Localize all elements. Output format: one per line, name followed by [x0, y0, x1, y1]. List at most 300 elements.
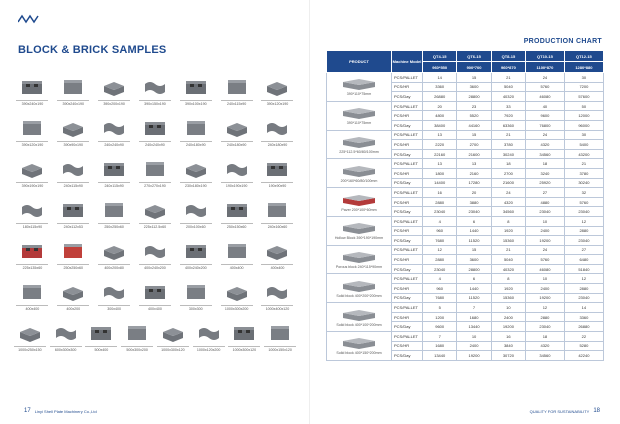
- sample-size-label: 500x400: [85, 346, 117, 352]
- unit-cell: PCS/Day: [392, 322, 423, 332]
- brick-image-icon: [60, 78, 86, 98]
- machine-header: Machine Model: [392, 51, 423, 73]
- table-row: [327, 216, 604, 226]
- brick-image-icon: [60, 119, 86, 139]
- brick-image-icon: [224, 160, 250, 180]
- value-cell: 18: [526, 159, 565, 169]
- brick-image-icon: [19, 160, 45, 180]
- brick-sample: [53, 152, 94, 188]
- unit-cell: PCS/Day: [392, 264, 423, 274]
- brick-sample: [135, 70, 176, 106]
- product-name: Paver 200*100*60mm: [341, 207, 377, 212]
- sample-row: [12, 111, 298, 147]
- sample-size-label: 240x115x90: [98, 182, 130, 188]
- sample-size-label: 250x250x60: [98, 223, 130, 229]
- right-footer: [530, 408, 600, 414]
- brick-sample: [12, 70, 53, 106]
- value-cell: 4880: [526, 197, 565, 207]
- product-image-icon: [339, 250, 379, 264]
- value-cell: 2700: [457, 140, 491, 150]
- sample-size-label: 390x200x190: [98, 100, 130, 106]
- brick-image-icon: [224, 201, 250, 221]
- value-cell: 5760: [526, 255, 565, 265]
- unit-cell: PCS/HR: [392, 341, 423, 351]
- unit-cell: PCS/Day: [392, 236, 423, 246]
- product-image-icon: [339, 135, 379, 149]
- brick-sample: [94, 111, 135, 147]
- value-cell: 13: [423, 130, 457, 140]
- unit-cell: PCS/HR: [392, 140, 423, 150]
- sample-row: [12, 193, 298, 229]
- value-cell: 6480: [564, 255, 603, 265]
- value-cell: 2880: [423, 255, 457, 265]
- value-cell: 19200: [526, 293, 565, 303]
- value-cell: 63360: [491, 120, 525, 130]
- sample-row: [12, 152, 298, 188]
- brick-sample: [12, 234, 53, 270]
- unit-cell: PCS/PALLET: [392, 101, 423, 111]
- value-cell: 34560: [491, 207, 525, 217]
- table-row: [327, 130, 604, 140]
- brick-image-icon: [231, 324, 257, 344]
- value-cell: 38400: [423, 120, 457, 130]
- sample-row: [12, 275, 298, 311]
- value-cell: 23040: [526, 322, 565, 332]
- brick-image-icon: [19, 242, 45, 262]
- value-cell: 12000: [564, 111, 603, 121]
- brick-image-icon: [101, 78, 127, 98]
- value-cell: 7920: [491, 111, 525, 121]
- value-cell: 13440: [423, 351, 457, 361]
- brick-sample: [257, 152, 298, 188]
- sample-row: [12, 234, 298, 270]
- sample-size-label: 390x90x190: [57, 141, 89, 147]
- sample-row: [12, 70, 298, 106]
- sample-size-label: 390x120x190: [16, 141, 48, 147]
- sample-size-label: 250x250x60: [57, 264, 89, 270]
- value-cell: 5040: [491, 255, 525, 265]
- model-header: QT8-15: [491, 51, 525, 62]
- brick-sample: [135, 234, 176, 270]
- value-cell: 19200: [526, 236, 565, 246]
- value-cell: 8: [491, 274, 525, 284]
- sample-size-label: 300x300: [180, 305, 212, 311]
- value-cell: 3600: [457, 255, 491, 265]
- brick-sample: [135, 275, 176, 311]
- value-cell: 10: [457, 332, 491, 342]
- unit-cell: PCS/Day: [392, 178, 423, 188]
- value-cell: 15: [457, 73, 491, 83]
- brick-sample: [191, 316, 227, 352]
- brick-sample: [94, 70, 135, 106]
- sample-size-label: 190x90x90: [261, 182, 293, 188]
- unit-cell: PCS/PALLET: [392, 216, 423, 226]
- table-row: [327, 188, 604, 198]
- value-cell: 21: [491, 73, 525, 83]
- sample-size-label: 240x160x60: [261, 223, 293, 229]
- table-row: [327, 303, 604, 313]
- value-cell: 42240: [564, 351, 603, 361]
- value-cell: 6: [457, 274, 491, 284]
- table-row: [327, 332, 604, 342]
- value-cell: 27: [564, 245, 603, 255]
- value-cell: 21: [491, 245, 525, 255]
- sample-size-label: 400x240x200: [139, 264, 171, 270]
- brick-sample: [12, 193, 53, 229]
- value-cell: 46080: [526, 264, 565, 274]
- unit-cell: PCS/PALLET: [392, 188, 423, 198]
- unit-cell: PCS/PALLET: [392, 245, 423, 255]
- value-cell: 15: [457, 130, 491, 140]
- value-cell: 3840: [491, 341, 525, 351]
- brick-image-icon: [183, 283, 209, 303]
- value-cell: 15360: [491, 236, 525, 246]
- sample-size-label: 240x180x90: [221, 141, 253, 147]
- table-row: [327, 159, 604, 169]
- sample-size-label: 400x240x200: [180, 264, 212, 270]
- value-cell: 3240: [526, 168, 565, 178]
- product-image-icon: [339, 336, 379, 350]
- brick-image-icon: [60, 242, 86, 262]
- value-cell: 24: [526, 130, 565, 140]
- sample-size-label: 1000x250x150: [14, 346, 46, 352]
- value-cell: 11520: [457, 236, 491, 246]
- unit-cell: PCS/Day: [392, 92, 423, 102]
- brick-sample: [175, 234, 216, 270]
- brick-image-icon: [17, 324, 43, 344]
- brick-image-icon: [60, 160, 86, 180]
- sample-size-label: 1000x300x200: [221, 305, 253, 311]
- brick-sample: [53, 70, 94, 106]
- product-name: Porous block 240*115*90mm: [335, 265, 383, 270]
- value-cell: 22160: [423, 149, 457, 159]
- value-cell: 1440: [457, 226, 491, 236]
- brick-sample: [135, 152, 176, 188]
- value-cell: 3780: [491, 140, 525, 150]
- pallet-size-header: 960*870: [491, 62, 525, 73]
- page-number: 18: [593, 408, 600, 414]
- product-header: PRODUCT: [327, 51, 392, 73]
- product-cell: [327, 101, 392, 130]
- value-cell: 7: [457, 303, 491, 313]
- brick-sample: [216, 70, 257, 106]
- product-cell: [327, 274, 392, 303]
- value-cell: 4: [423, 274, 457, 284]
- brick-image-icon: [142, 283, 168, 303]
- page-number: 17: [24, 408, 31, 414]
- unit-cell: PCS/HR: [392, 168, 423, 178]
- sample-size-label: 240x112x53: [57, 223, 89, 229]
- brick-image-icon: [101, 160, 127, 180]
- product-name: Solid block 400*200*200mm: [336, 293, 382, 298]
- brick-sample: [12, 111, 53, 147]
- value-cell: 13: [457, 159, 491, 169]
- unit-cell: PCS/HR: [392, 82, 423, 92]
- value-cell: 8: [491, 216, 525, 226]
- value-cell: 10: [526, 274, 565, 284]
- sample-size-label: 390x100x190: [180, 100, 212, 106]
- pallet-size-header: 960*550: [423, 62, 457, 73]
- table-row: [327, 245, 604, 255]
- brick-image-icon: [142, 242, 168, 262]
- value-cell: 17280: [457, 178, 491, 188]
- sample-size-label: 400x400: [139, 305, 171, 311]
- product-cell: [327, 245, 392, 274]
- value-cell: 30: [564, 130, 603, 140]
- brick-image-icon: [183, 78, 209, 98]
- value-cell: 18: [526, 332, 565, 342]
- sample-size-label: 600x300x300: [50, 346, 82, 352]
- product-image-icon: [339, 308, 379, 322]
- sample-size-label: 225x112.5x60: [139, 223, 171, 229]
- value-cell: 20: [457, 188, 491, 198]
- brick-image-icon: [183, 242, 209, 262]
- value-cell: 26880: [564, 322, 603, 332]
- value-cell: 23040: [564, 207, 603, 217]
- product-image-icon: [339, 193, 379, 207]
- unit-cell: PCS/PALLET: [392, 159, 423, 169]
- value-cell: 23040: [423, 207, 457, 217]
- value-cell: 6: [457, 216, 491, 226]
- brick-sample: [94, 234, 135, 270]
- brick-sample: [216, 275, 257, 311]
- unit-cell: PCS/PALLET: [392, 130, 423, 140]
- sample-size-label: 390x240x190: [57, 100, 89, 106]
- brick-sample: [257, 275, 298, 311]
- value-cell: 40: [526, 101, 565, 111]
- unit-cell: PCS/Day: [392, 293, 423, 303]
- value-cell: 2160: [457, 168, 491, 178]
- value-cell: 5280: [564, 341, 603, 351]
- brick-image-icon: [267, 324, 293, 344]
- unit-cell: PCS/HR: [392, 197, 423, 207]
- slogan: QUALITY FOR SUSTAINABILITY: [529, 408, 590, 414]
- sample-size-label: 390x120x190: [261, 100, 293, 106]
- value-cell: 15: [457, 245, 491, 255]
- sample-size-label: 225x135x60: [16, 264, 48, 270]
- value-cell: 3880: [457, 197, 491, 207]
- brick-sample: [12, 152, 53, 188]
- brick-image-icon: [60, 283, 86, 303]
- value-cell: 34560: [526, 351, 565, 361]
- value-cell: 33: [491, 101, 525, 111]
- brick-sample: [94, 152, 135, 188]
- value-cell: 21: [491, 130, 525, 140]
- sample-size-label: 390x240x190: [16, 100, 48, 106]
- brick-sample: [48, 316, 84, 352]
- company-name: Linyi Shell Plate Machinery Co.,Ltd: [34, 408, 97, 414]
- left-footer: [24, 408, 97, 414]
- sample-size-label: 240x180x90: [180, 141, 212, 147]
- value-cell: 26880: [423, 92, 457, 102]
- brick-image-icon: [224, 242, 250, 262]
- product-cell: [327, 73, 392, 102]
- value-cell: 5400: [564, 140, 603, 150]
- brick-image-icon: [264, 283, 290, 303]
- brick-image-icon: [19, 78, 45, 98]
- brick-image-icon: [53, 324, 79, 344]
- value-cell: 13: [423, 159, 457, 169]
- product-name: Hollow Block 390*190*190mm: [334, 236, 384, 241]
- value-cell: 46080: [526, 92, 565, 102]
- value-cell: 9600: [526, 111, 565, 121]
- value-cell: 24: [526, 245, 565, 255]
- value-cell: 1440: [457, 284, 491, 294]
- unit-cell: PCS/Day: [392, 149, 423, 159]
- sample-size-label: 400x400: [221, 264, 253, 270]
- brick-image-icon: [19, 283, 45, 303]
- brick-image-icon: [224, 283, 250, 303]
- unit-cell: PCS/HR: [392, 111, 423, 121]
- value-cell: 7680: [423, 236, 457, 246]
- brick-sample: [94, 193, 135, 229]
- sample-size-label: 1000x150x120: [264, 346, 296, 352]
- product-cell: [327, 159, 392, 188]
- sample-size-label: 1000x400x120: [261, 305, 293, 311]
- value-cell: 2220: [423, 140, 457, 150]
- value-cell: 32: [564, 188, 603, 198]
- brick-sample: [94, 275, 135, 311]
- unit-cell: PCS/PALLET: [392, 274, 423, 284]
- value-cell: 13440: [457, 322, 491, 332]
- value-cell: 2880: [423, 197, 457, 207]
- sample-size-label: 400x200: [57, 305, 89, 311]
- production-chart-title: PRODUCTION CHART: [523, 38, 602, 45]
- product-cell: [327, 303, 392, 332]
- value-cell: 12: [564, 274, 603, 284]
- value-cell: 1680: [423, 341, 457, 351]
- unit-cell: PCS/PALLET: [392, 332, 423, 342]
- value-cell: 7: [423, 332, 457, 342]
- value-cell: 40320: [491, 92, 525, 102]
- sample-size-label: 240x115x90: [57, 182, 89, 188]
- brick-sample: [216, 111, 257, 147]
- value-cell: 1680: [457, 312, 491, 322]
- value-cell: 2880: [564, 226, 603, 236]
- value-cell: 20: [423, 101, 457, 111]
- value-cell: 2400: [526, 284, 565, 294]
- brick-image-icon: [264, 160, 290, 180]
- value-cell: 43200: [564, 149, 603, 159]
- value-cell: 12: [564, 216, 603, 226]
- unit-cell: PCS/HR: [392, 255, 423, 265]
- product-cell: [327, 216, 392, 245]
- brick-sample: [155, 316, 191, 352]
- brick-sample: [175, 111, 216, 147]
- product-image-icon: [339, 221, 379, 235]
- value-cell: 21600: [491, 178, 525, 188]
- value-cell: 12: [423, 245, 457, 255]
- sample-row: [12, 316, 298, 352]
- value-cell: 23040: [423, 264, 457, 274]
- brick-sample: [119, 316, 155, 352]
- value-cell: 30: [564, 73, 603, 83]
- value-cell: 30240: [564, 178, 603, 188]
- brick-sample: [12, 316, 48, 352]
- brick-image-icon: [183, 119, 209, 139]
- sample-size-label: 230x180x190: [180, 182, 212, 188]
- product-cell: [327, 130, 392, 159]
- unit-cell: PCS/HR: [392, 226, 423, 236]
- value-cell: 28800: [457, 92, 491, 102]
- value-cell: 23040: [526, 207, 565, 217]
- model-header: QT12-15: [564, 51, 603, 62]
- value-cell: 24: [526, 73, 565, 83]
- value-cell: 4320: [526, 341, 565, 351]
- value-cell: 1200: [423, 312, 457, 322]
- sample-size-label: 180x115x90: [16, 223, 48, 229]
- value-cell: 51840: [564, 264, 603, 274]
- value-cell: 3360: [423, 82, 457, 92]
- brick-sample: [227, 316, 263, 352]
- brand-logo-icon: [18, 14, 40, 24]
- pallet-size-header: 1280*880: [564, 62, 603, 73]
- value-cell: 19200: [457, 351, 491, 361]
- value-cell: 76800: [526, 120, 565, 130]
- product-cell: [327, 188, 392, 217]
- sample-size-label: 400x200x80: [98, 264, 130, 270]
- sample-size-label: 270x270x190: [139, 182, 171, 188]
- value-cell: 12: [526, 303, 565, 313]
- value-cell: 16: [491, 332, 525, 342]
- value-cell: 3360: [564, 312, 603, 322]
- value-cell: 1920: [491, 284, 525, 294]
- brick-sample: [175, 193, 216, 229]
- brick-image-icon: [264, 201, 290, 221]
- sample-size-label: 1000x120x200: [193, 346, 225, 352]
- value-cell: 11520: [457, 293, 491, 303]
- product-name: 390*110*75mm: [346, 92, 372, 97]
- value-cell: 5760: [564, 197, 603, 207]
- value-cell: 4: [423, 216, 457, 226]
- brick-sample: [135, 193, 176, 229]
- value-cell: 2700: [491, 168, 525, 178]
- brick-sample: [12, 275, 53, 311]
- brick-sample: [216, 152, 257, 188]
- model-header: QT4-15: [423, 51, 457, 62]
- brick-image-icon: [88, 324, 114, 344]
- value-cell: 25920: [526, 178, 565, 188]
- value-cell: 10: [491, 303, 525, 313]
- brick-image-icon: [224, 119, 250, 139]
- value-cell: 23040: [564, 236, 603, 246]
- brick-sample: [53, 234, 94, 270]
- sample-size-label: 240x180x90: [261, 141, 293, 147]
- product-image-icon: [339, 164, 379, 178]
- value-cell: 21600: [457, 149, 491, 159]
- sample-grid: [12, 70, 298, 357]
- value-cell: 2400: [491, 312, 525, 322]
- sample-size-label: 400x400: [261, 264, 293, 270]
- unit-cell: PCS/Day: [392, 120, 423, 130]
- page-title: BLOCK & BRICK SAMPLES: [18, 44, 167, 56]
- brick-sample: [262, 316, 298, 352]
- product-name: 200*160*60/80/100mm: [340, 178, 378, 183]
- product-name: Solid block 400*150*200mm: [336, 351, 382, 356]
- value-cell: 2880: [564, 284, 603, 294]
- value-cell: 5: [423, 303, 457, 313]
- value-cell: 15360: [491, 293, 525, 303]
- right-page: [310, 0, 620, 424]
- value-cell: 3780: [564, 168, 603, 178]
- value-cell: 44160: [457, 120, 491, 130]
- unit-cell: PCS/Day: [392, 351, 423, 361]
- brick-image-icon: [101, 242, 127, 262]
- brick-sample: [175, 152, 216, 188]
- value-cell: 96000: [564, 120, 603, 130]
- brick-image-icon: [101, 283, 127, 303]
- sample-size-label: 400x400: [16, 305, 48, 311]
